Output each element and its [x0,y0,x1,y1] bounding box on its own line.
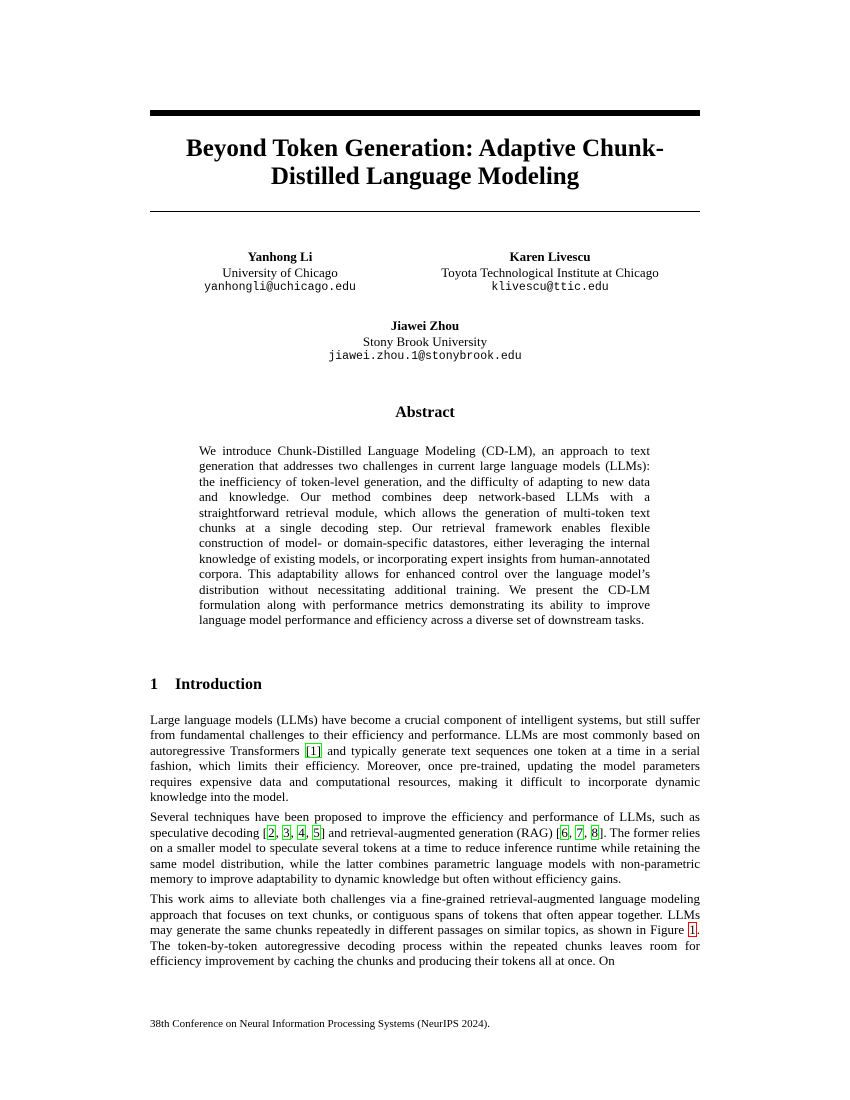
section-title: Introduction [175,676,262,693]
author-email[interactable]: klivescu@ttic.edu [491,281,609,294]
author-email[interactable]: jiawei.zhou.1@stonybrook.edu [328,350,522,363]
author-email[interactable]: yanhongli@uchicago.edu [204,281,356,294]
citation-link[interactable]: 3 [283,824,290,840]
citation-link[interactable]: 7 [576,824,583,840]
citation-link[interactable]: 6 [561,824,568,840]
paragraph: This work aims to alleviate both challenges via a fine-grained retrieval-augmented language modeling approach that focuses on text chunks, or contiguous spans of tokens that often appear together. LLMs may generate the same chunks repeatedly in different passages on similar topics, as shown in Figure 1. The token-by-token autoregressive decoding process within the repeated chunks leaves room for efficiency improvement by caching the chunks and producing their tokens all at once. On [150,891,700,969]
citation-link[interactable]: 8 [591,824,598,840]
title-top-rule [150,110,700,116]
abstract-text: We introduce Chunk-Distilled Language Modeling (CD-LM), an approach to text generation that addresses two challenges in current large language models (LLMs): the inefficiency of token-level generation, and the difficulty of adapting to new data and knowledge. Our method combines deep network-based LLMs with a straightforward retrieval module, which allows the generation of multi-token text chunks at a single decoding step. Our retrieval framework enables flexible construction of model- or domain-specific datastores, either leveraging the internal knowledge of existing models, or incorporating expert insights from human-annotated corpora. This adaptability allows for enhanced control over the language model’s distribution without necessitating additional training. We present the CD-LM formulation along with performance metrics demonstrating its ability to improve language model performance and efficiency across a diverse set of downstream tasks. [199,443,650,628]
author-block [180,249,380,296]
author-block [405,249,695,296]
author-affiliation: Stony Brook University [362,333,488,349]
figure-ref-link[interactable]: 1 [689,922,696,938]
section-heading [150,676,262,694]
conference-footer: 38th Conference on Neural Information Processing Systems (NeurIPS 2024). [150,1018,491,1030]
paragraph: Large language models (LLMs) have become a crucial component of intelligent systems, but still suffer from fundamental challenges to their efficiency and performance. LLMs are most commonly based on autoregressive Transformers [1] and typically generate text sequences one token at a time in a serial fashion, which limits their efficiency. Moreover, once pre-trained, updating the model parameters requires expensive data and computational resources, making it difficult to incorporate dynamic knowledge into the model. [150,712,700,805]
citation-link[interactable]: 5 [313,824,320,840]
citation-link[interactable]: 4 [298,824,305,840]
section-number: 1 [150,676,158,693]
author-name: Jiawei Zhou [390,318,460,333]
paragraph: Several techniques have been proposed to improve the efficiency and performance of LLMs, such as speculative decoding [2, 3, 4, 5] and retrieval-augmented generation (RAG) [6, 7, 8]. The former relies on a smaller model to speculate several tokens at a time to reduce inference runtime while retaining the same model distribution, while the latter combines parametric language models with non-parametric memory to improve adaptability to dynamic knowledge but often without efficiency gains. [150,809,701,887]
author-affiliation: University of Chicago [222,264,338,280]
author-name: Karen Livescu [509,249,591,264]
title-bottom-rule [150,211,700,212]
paper-title: Beyond Token Generation: Adaptive Chunk-Distilled Language Modeling [186,135,664,190]
citation-link[interactable]: 2 [268,824,275,840]
author-block [275,318,575,365]
author-affiliation: Toyota Technological Institute at Chicago [441,264,659,280]
body-text [150,712,700,974]
citation-link[interactable]: [1] [305,742,321,758]
abstract-heading: Abstract [395,404,455,421]
author-name: Yanhong Li [247,249,313,264]
